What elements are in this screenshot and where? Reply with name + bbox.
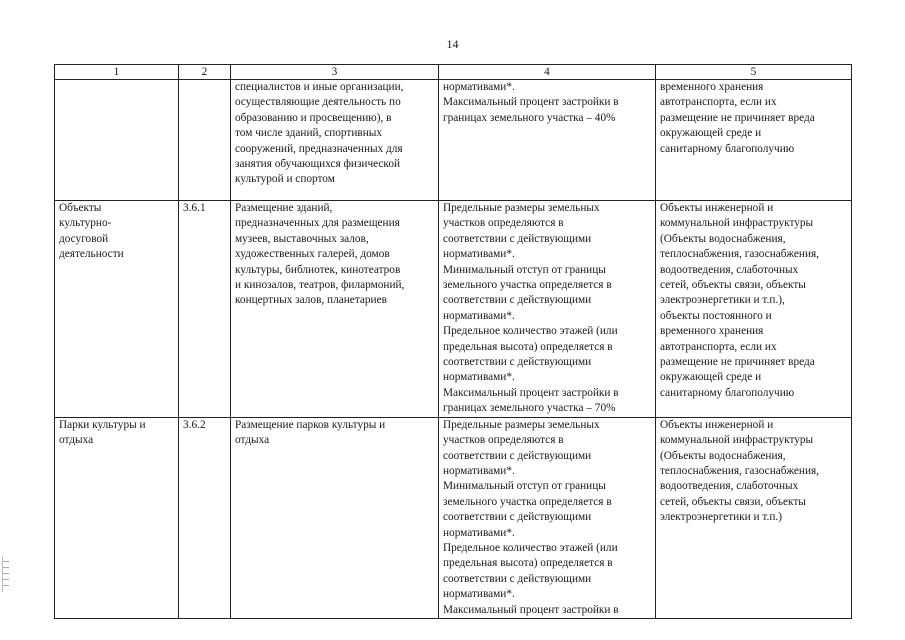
cell-text-line: нормативами*. — [443, 309, 515, 322]
cell-text-line: соответствии с действующими — [443, 294, 592, 307]
cell-text-line: коммунальной инфраструктуры — [660, 434, 814, 447]
cell-text-line: коммунальной инфраструктуры — [660, 217, 814, 230]
column-header: 1 — [55, 65, 179, 80]
cell-text-line: объекты постоянного и — [660, 309, 772, 322]
cell-text-line: санитарному благополучию — [660, 386, 795, 399]
cell-text-line: электроэнергетики и т.п.), — [660, 294, 785, 307]
cell-text-line: (Объекты водоснабжения, — [660, 232, 786, 245]
auxiliary-uses-cell — [656, 80, 852, 201]
cell-text-line: размещение не причиняет вреда — [660, 111, 815, 124]
cell-text-line: деятельности — [59, 248, 124, 261]
cell-text-line: нормативами*. — [443, 81, 515, 93]
parameters-cell — [439, 417, 656, 618]
cell-text-line: временного хранения — [660, 325, 764, 338]
use-name-cell — [55, 201, 179, 418]
cell-text-line: границах земельного участка – 70% — [443, 402, 616, 415]
cell-text-line: соответствии с действующими — [443, 511, 592, 524]
cell-text-line: Размещение парков культуры и — [235, 418, 386, 431]
cell-text-line: культурно- — [59, 217, 112, 230]
cell-text-line: специалистов и иные организации, — [235, 81, 404, 93]
cell-text-line: Объекты инженерной и — [660, 418, 774, 431]
code-cell: 3.6.1 — [179, 201, 231, 418]
cell-text-line: Предельные размеры земельных — [443, 418, 600, 431]
header-row — [55, 65, 852, 80]
parameters-cell — [439, 201, 656, 418]
cell-text-line: соответствии с действующими — [443, 232, 592, 245]
cell-text-line: размещение не причиняет вреда — [660, 356, 815, 369]
cell-text-line: соответствии с действующими — [443, 449, 592, 462]
cell-text-line: соответствии с действующими — [443, 572, 592, 585]
cell-text-line: Предельное количество этажей (или — [443, 325, 618, 338]
cell-text-line: Максимальный процент застройки в — [443, 603, 619, 616]
use-name-cell — [55, 417, 179, 618]
cell-text-line: окружающей среде и — [660, 371, 762, 384]
cell-text-line: границах земельного участка – 40% — [443, 111, 616, 124]
code-cell — [179, 80, 231, 201]
table-row — [55, 201, 852, 418]
cell-text-line: культуры, библиотек, кинотеатров — [235, 263, 401, 276]
cell-text-line: автотранспорта, если их — [660, 96, 777, 109]
cell-text-line: (Объекты водоснабжения, — [660, 449, 786, 462]
cell-text-line: Максимальный процент застройки в — [443, 386, 619, 399]
cell-text-line: земельного участка определяется в — [443, 279, 612, 292]
cell-text-line: осуществляющие деятельность по — [235, 96, 401, 109]
cell-text-line: том числе зданий, спортивных — [235, 127, 383, 140]
cell-text-line: Предельные размеры земельных — [443, 202, 600, 214]
column-header: 5 — [656, 65, 852, 80]
cell-text-line: теплоснабжения, газоснабжения, — [660, 464, 820, 477]
cell-text-line: образованию и просвещению), в — [235, 111, 392, 124]
cell-text-line: окружающей среде и — [660, 127, 762, 140]
column-header: 4 — [439, 65, 656, 80]
cell-text-line: земельного участка определяется в — [443, 495, 612, 508]
cell-text-line: предельная высота) определяется в — [443, 340, 613, 353]
cell-text-line: нормативами*. — [443, 526, 515, 539]
cell-text-line: отдыха — [59, 434, 94, 447]
cell-text-line: участков определяются в — [443, 434, 564, 447]
cell-text-line: водоотведения, слаботочных — [660, 480, 799, 493]
cell-text-line: Максимальный процент застройки в — [443, 96, 619, 109]
auxiliary-uses-cell — [656, 201, 852, 418]
cell-text-line: и кинозалов, театров, филармоний, — [235, 279, 405, 292]
cell-text-line: нормативами*. — [443, 588, 515, 601]
table-row — [55, 417, 852, 618]
cell-text-line: санитарному благополучию — [660, 142, 795, 155]
cell-text-line: Предельное количество этажей (или — [443, 541, 618, 554]
description-cell — [231, 417, 439, 618]
auxiliary-uses-cell — [656, 417, 852, 618]
cell-text-line: отдыха — [235, 434, 270, 447]
cell-text-line: досуговой — [59, 232, 109, 245]
cell-text-line: автотранспорта, если их — [660, 340, 777, 353]
use-name-cell — [55, 80, 179, 201]
cell-text-line: временного хранения — [660, 81, 764, 93]
cell-text-line: предельная высота) определяется в — [443, 557, 613, 570]
cell-text-line: электроэнергетики и т.п.) — [660, 511, 782, 524]
page-number: 14 — [446, 37, 459, 51]
cell-text-line: теплоснабжения, газоснабжения, — [660, 248, 820, 261]
cell-text-line: участков определяются в — [443, 217, 564, 230]
parameters-cell — [439, 80, 656, 201]
description-cell — [231, 80, 439, 201]
land-use-table — [54, 64, 852, 619]
cell-text-line: Минимальный отступ от границы — [443, 263, 606, 276]
cell-text-line: нормативами*. — [443, 371, 515, 384]
cell-text-line: культурой и спортом — [235, 173, 335, 186]
cell-text-line: сетей, объекты связи, объекты — [660, 279, 806, 292]
cell-text-line: музеев, выставочных залов, — [235, 232, 369, 245]
cell-text-line: соответствии с действующими — [443, 356, 592, 369]
binding-margin-mark — [2, 556, 9, 592]
cell-text-line: художественных галерей, домов — [235, 248, 390, 261]
cell-text-line: нормативами*. — [443, 464, 515, 477]
column-header: 3 — [231, 65, 439, 80]
cell-text-line: нормативами*. — [443, 248, 515, 261]
cell-text-line: сетей, объекты связи, объекты — [660, 495, 806, 508]
cell-text-line: предназначенных для размещения — [235, 217, 400, 230]
cell-text-line: Минимальный отступ от границы — [443, 480, 606, 493]
column-header: 2 — [179, 65, 231, 80]
cell-text-line: Размещение зданий, — [235, 202, 333, 214]
cell-text-line: сооружений, предназначенных для — [235, 142, 403, 155]
cell-text-line: концертных залов, планетариев — [235, 294, 387, 307]
cell-text-line: водоотведения, слаботочных — [660, 263, 799, 276]
cell-text-line: Объекты — [59, 202, 102, 214]
cell-text-line: Объекты инженерной и — [660, 202, 774, 214]
cell-text-line: занятия обучающихся физической — [235, 158, 401, 171]
table-row — [55, 80, 852, 201]
cell-text-line: Парки культуры и — [59, 418, 146, 431]
description-cell — [231, 201, 439, 418]
code-cell: 3.6.2 — [179, 417, 231, 618]
